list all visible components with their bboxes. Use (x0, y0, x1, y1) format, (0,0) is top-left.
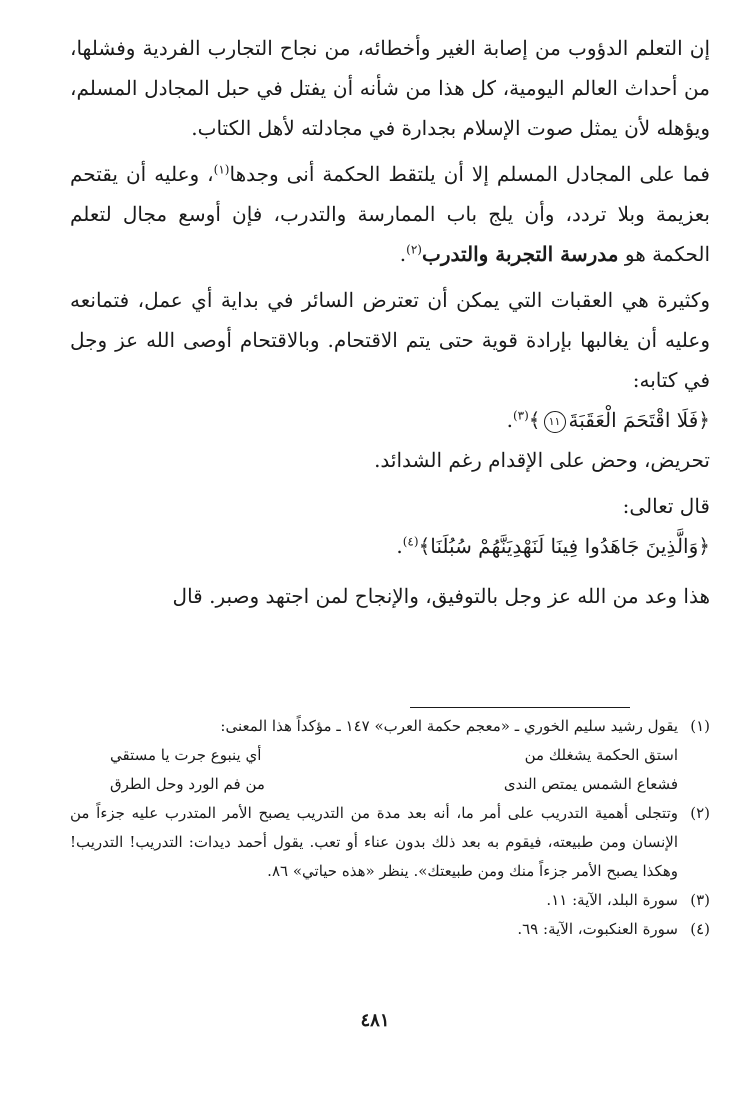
poem-verse-1-second-hemistich: أي ينبوع جرت يا مستقي (110, 746, 262, 764)
footnote-4-text: سورة العنكبوت، الآية: ٦٩. (517, 920, 678, 938)
quran-verse-1 (70, 400, 710, 440)
paragraph-2-start: فما على المجادل المسلم إلا أن يلتقط الحكمة أنى وجدها (229, 162, 710, 186)
paragraph-2-middle: ، وعليه أن يقتحم بعزيمة وبلا تردد، وأن يلج باب الممارسة والتدرب، فإن أوسع مجال لتعلم الحكمة هو (70, 162, 710, 266)
footnote-ref-2: (٢) (406, 242, 422, 257)
paragraph-2-end: . (399, 242, 407, 266)
quran-verse-2 (70, 526, 710, 566)
poem-verse-2-second-hemistich: من فم الورد وحل الطرق (110, 775, 265, 793)
ayah-number-marker: ١١ (544, 411, 566, 433)
footnote-2 (70, 799, 710, 886)
quran-open-bracket: ﴿ (698, 408, 710, 432)
footnote-3-text: سورة البلد، الآية: ١١. (546, 891, 678, 909)
bold-phrase: مدرسة التجربة والتدرب (421, 242, 619, 266)
quran-text-1: فَلَا اقْتَحَمَ الْعَقَبَةَ (568, 408, 699, 432)
poem-verse-1-first-hemistich: استق الحكمة يشغلك من (524, 746, 678, 764)
footnote-3 (70, 886, 710, 915)
quran-close-bracket-2: ﴾ (418, 534, 431, 558)
footnote-2-number: (٢) (690, 804, 710, 822)
paragraph-4: تحريض، وحض على الإقدام رغم الشدائد. (374, 448, 710, 472)
footnote-4 (70, 915, 710, 944)
poem-verse-2 (70, 770, 710, 799)
footnote-ref-4: (٤) (402, 534, 419, 549)
paragraph-2 (70, 154, 710, 274)
footnote-ref-3: (٣) (512, 408, 529, 423)
footnote-1 (70, 712, 710, 741)
paragraph-6: هذا وعد من الله عز وجل بالتوفيق، والإنجاح لمن اجتهد وصبر. قال (172, 584, 710, 608)
footnotes (70, 712, 710, 944)
footnote-4-number: (٤) (690, 920, 710, 938)
quran-2-end: . (396, 534, 403, 558)
main-text (70, 28, 710, 616)
quran-open-bracket-2: ﴿ (698, 534, 710, 558)
quran-close-bracket: ﴾ (528, 408, 541, 432)
footnote-1-text: يقول رشيد سليم الخوري ـ «معجم حكمة العرب» ١٤٧ ـ مؤكداً هذا المعنى: (220, 717, 678, 735)
footnote-3-number: (٣) (690, 891, 710, 909)
paragraph-1: إن التعلم الدؤوب من إصابة الغير وأخطائه، من نجاح التجارب الفردية وفشلها، من أحداث العالم اليومية، كل هذا من شأنه أن يفتل في حبل المجادل المسلم، ويؤهله لأن يمثل صوت الإسلام بجدارة في مجادلته لأهل الكتاب. (70, 36, 710, 140)
poem-verse-1 (70, 741, 710, 770)
quran-text-2: وَالَّذِينَ جَاهَدُوا فِينَا لَنَهْدِيَنَّهُمْ سُبُلَنَا (430, 534, 699, 558)
page-number: ٤٨١ (360, 1010, 390, 1031)
poem-verse-2-first-hemistich: فشعاع الشمس يمتص الندى (503, 775, 678, 793)
footnote-2-text: وتتجلى أهمية التدريب على أمر ما، أنه بعد مدة من التدريب يصبح الأمر المتدرب عليه جزءاً من الإنسان ومن طبيعته، فيقوم به بعد ذلك بدون عناء أو تعب. يقول أحمد ديدات: التدريب! التدريب! وهكذا يصبح الأمر جزءاً منك ومن طبيعتك». ينظر «هذه حياتي» ٨٦. (70, 804, 678, 880)
footnote-ref-1: (١) (213, 162, 230, 177)
quran-1-end: . (506, 408, 513, 432)
footnote-separator (410, 707, 630, 708)
paragraph-3: وكثيرة هي العقبات التي يمكن أن تعترض السائر في بداية أي عمل، فتمانعه وعليه أن يغالبها بإرادة قوية حتى يتم الاقتحام. وبالاقتحام أوصى الله عز وجل في كتابه: (70, 288, 710, 392)
paragraph-5: قال تعالى: (622, 494, 710, 518)
footnote-1-number: (١) (690, 717, 710, 735)
